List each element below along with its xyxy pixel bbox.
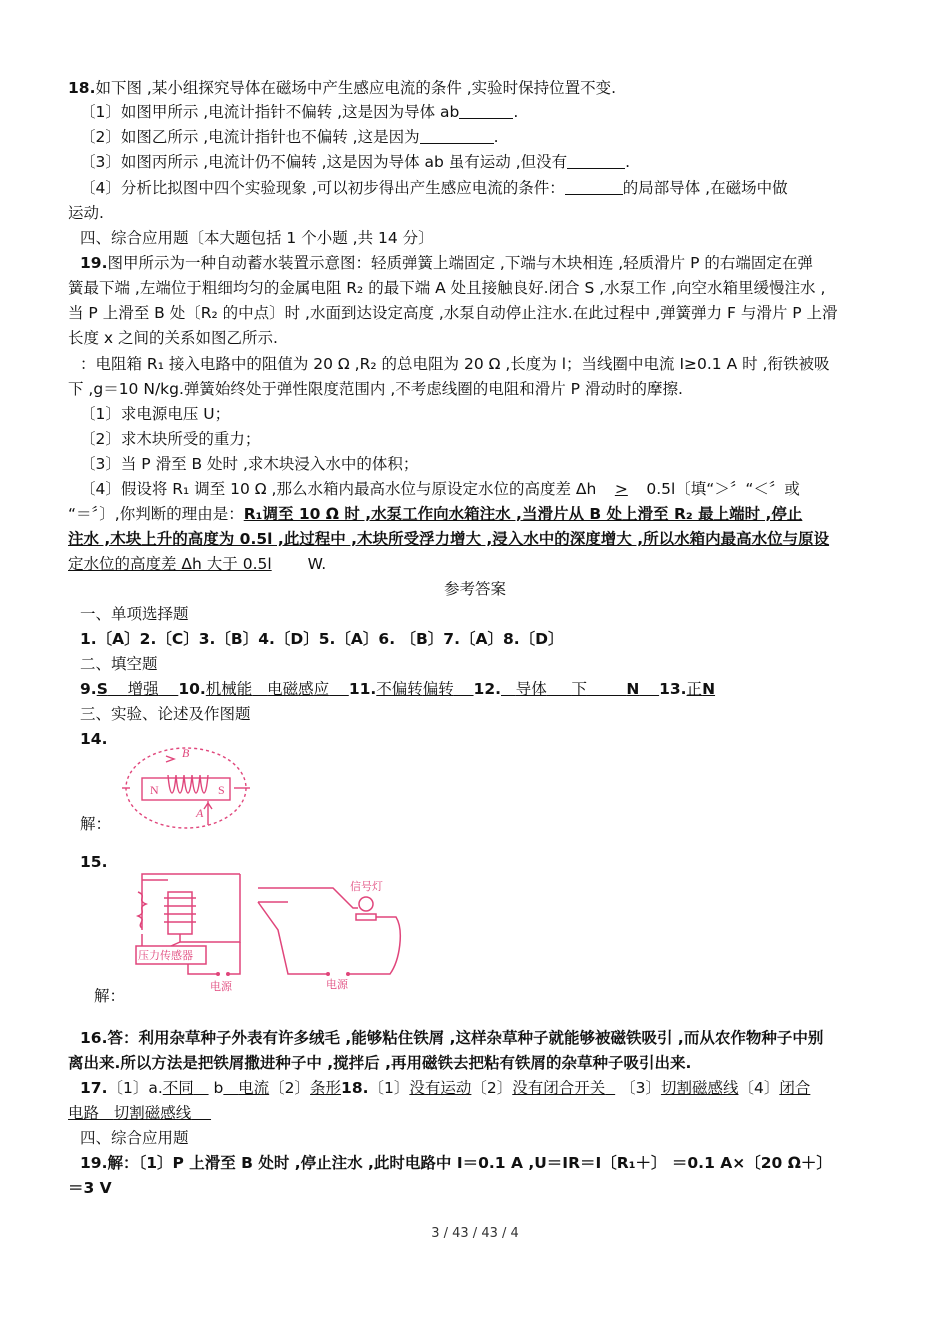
q19-s3: 〔3〕当 P 滑至 B 处时 ,求木块浸入水中的体积；: [80, 455, 419, 473]
power1-wire-left: [188, 964, 218, 974]
terminal: [226, 972, 230, 976]
answers-fill-line: 9.S 增强 10.机械能 电磁感应 11.不偏转偏转 12. 导体 下 N 13.正N: [80, 680, 716, 698]
spring: [138, 892, 146, 928]
q14-number: 14.: [80, 730, 108, 748]
label-a: A: [196, 806, 204, 820]
q15-label: 解：: [94, 987, 126, 1005]
answer-blank: [420, 127, 494, 144]
sensor-wire: [142, 934, 180, 946]
answers-sec1: 一、单项选择题: [80, 605, 189, 623]
q15-number: 15.: [80, 853, 108, 871]
answers-title: 参考答案: [443, 580, 506, 598]
pole-s-label: S: [218, 783, 225, 797]
signal-lamp-label: 信号灯: [350, 881, 383, 893]
answers-sec4: 四、综合应用题: [80, 1129, 189, 1147]
q19-s4-reason-line1: “＝〞〕,你判断的理由是：R₁调至 10 Ω 时 ,水泵工作向水箱注水 ,当滑片从 B 处上滑至 R₂ 最上端时 ,停止: [68, 505, 803, 523]
power2-wire: [258, 902, 328, 974]
arrow-b: [166, 756, 174, 762]
q19-p4: 长度 x 之间的关系如图乙所示.: [68, 329, 278, 347]
q19-answer-line2: ＝3 V: [68, 1179, 112, 1197]
terminal: [346, 972, 350, 976]
q19-p1: 19.图甲所示为一种自动蓄水装置示意图：轻质弹簧上端固定 ,下端与木块相连 ,轻质滑片 P 的右端固定在弹: [80, 254, 813, 272]
section-4-heading: 四、综合应用题〔本大题包括 1 个小题 ,共 14 分〕: [80, 229, 434, 247]
q18-part2: 〔2〕如图乙所示 ,电流计指针也不偏转 ,这是因为 .: [80, 128, 499, 146]
answer-blank: [565, 178, 623, 195]
pole-n-label: N: [150, 783, 159, 797]
q19-s4-reason-line3: 定水位的高度差 Δh 大于 0.5l W.: [68, 555, 327, 573]
lamp-wire-top: [288, 888, 358, 908]
relay-contacts: [258, 888, 288, 902]
signal-lamp-base: [356, 914, 376, 920]
q19-answer-line1: 19.解：〔1〕P 上滑至 B 处时 ,停止注水 ,此时电路中 I＝0.1 A ,U＝IR＝I〔R₁＋〕 ＝0.1 A×〔20 Ω＋〕: [80, 1154, 832, 1172]
power1-label: 电源: [210, 981, 232, 992]
power2-label: 电源: [326, 979, 348, 991]
q19-p3: 当 P 上滑至 B 处〔R₂ 的中点〕时 ,水面到达设定高度 ,水泵自动停止注水.在此过程中 ,弹簧弹力 F 与滑片 P 上滑: [68, 304, 838, 322]
q19-p5: ：电阻箱 R₁ 接入电路中的阻值为 20 Ω ,R₂ 的总电阻为 20 Ω ,长度为 l；当线圈中电流 I≥0.1 A 时 ,衔铁被吸: [80, 355, 830, 373]
power1-wire-right: [228, 942, 240, 974]
q15-relay-circuit-figure: [128, 870, 418, 992]
control-wire: [180, 874, 240, 942]
page-footer: 3 / 43 / 43 / 4: [431, 1226, 519, 1241]
answers-sec2: 二、填空题: [80, 655, 158, 673]
label-b: B: [182, 746, 190, 760]
q18-title: 18.如下图 ,某小组探究导体在磁场中产生感应电流的条件 ,实验时保持位置不变.: [68, 79, 617, 97]
answer-blank: [459, 102, 513, 119]
q17-q18-line1: 17.〔1〕a.不同 b 电流〔2〕条形18.〔1〕没有运动〔2〕没有闭合开关 〔3〕切割磁感线〔4〕闭合: [80, 1079, 811, 1097]
q18-part1: 〔1〕如图甲所示 ,电流计指针不偏转 ,这是因为导体 ab .: [80, 103, 519, 121]
q19-s4-answer: >: [614, 480, 628, 498]
q18-part4-cont: 运动.: [68, 204, 104, 222]
q19-p2: 簧最下端 ,左端位于粗细均匀的金属电阻 R₂ 的最下端 A 处且接触良好.闭合 S ,水泵工作 ,向空水箱里缓慢注水 ,: [68, 279, 826, 297]
q19-s4: 〔4〕假设将 R₁ 调至 10 Ω ,那么水箱内最高水位与原设定水位的高度差 Δh > 0.5l〔填“＞〞“＜〞或: [80, 477, 900, 501]
answers-sec3: 三、实验、论述及作图题: [80, 705, 251, 723]
signal-lamp-bulb: [359, 897, 373, 911]
terminal: [326, 972, 330, 976]
q17-q18-line2: 电路 切割磁感线: [68, 1104, 192, 1122]
q19-s2: 〔2〕求木块所受的重力；: [80, 430, 261, 448]
lamp-wire-right: [348, 917, 400, 974]
q14-label: 解：: [80, 815, 112, 833]
q19-s1: 〔1〕求电源电压 U；: [80, 405, 231, 423]
answers-choice-line: 1.〔A〕2.〔C〕3.〔B〕4.〔D〕5.〔A〕6. 〔B〕7.〔A〕8.〔D〕: [80, 630, 564, 648]
terminal: [216, 972, 220, 976]
q16-line2: 离出来.所以方法是把铁屑撒进种子中 ,搅拌后 ,再用磁铁去把粘有铁屑的杂草种子吸引出来.: [68, 1054, 692, 1072]
q19-p6: 下 ,g＝10 N/kg.弹簧始终处于弹性限度范围内 ,不考虑线圈的电阻和滑片 P 滑动时的摩擦.: [68, 380, 683, 398]
q18-part4: 〔4〕分析比拟图中四个实验现象 ,可以初步得出产生感应电流的条件： 的局部导体 ,在磁场中做: [80, 179, 788, 197]
answer-blank: [567, 152, 625, 169]
pressure-sensor-label: 压力传感器: [138, 950, 193, 962]
q19-s4-reason-line2: 注水 ,木块上升的高度为 0.5l ,此过程中 ,木块所受浮力增大 ,浸入水中的深度增大 ,所以水箱内最高水位与原设: [68, 530, 830, 548]
coil-turns: [164, 898, 196, 922]
q16-line1: 16.答：利用杂草种子外表有许多绒毛 ,能够粘住铁屑 ,这样杂草种子就能够被磁铁吸引 ,而从农作物种子中别: [80, 1029, 824, 1047]
q18-part3: 〔3〕如图丙所示 ,电流计仍不偏转 ,这是因为导体 ab 虽有运动 ,但没有 .: [80, 153, 631, 171]
